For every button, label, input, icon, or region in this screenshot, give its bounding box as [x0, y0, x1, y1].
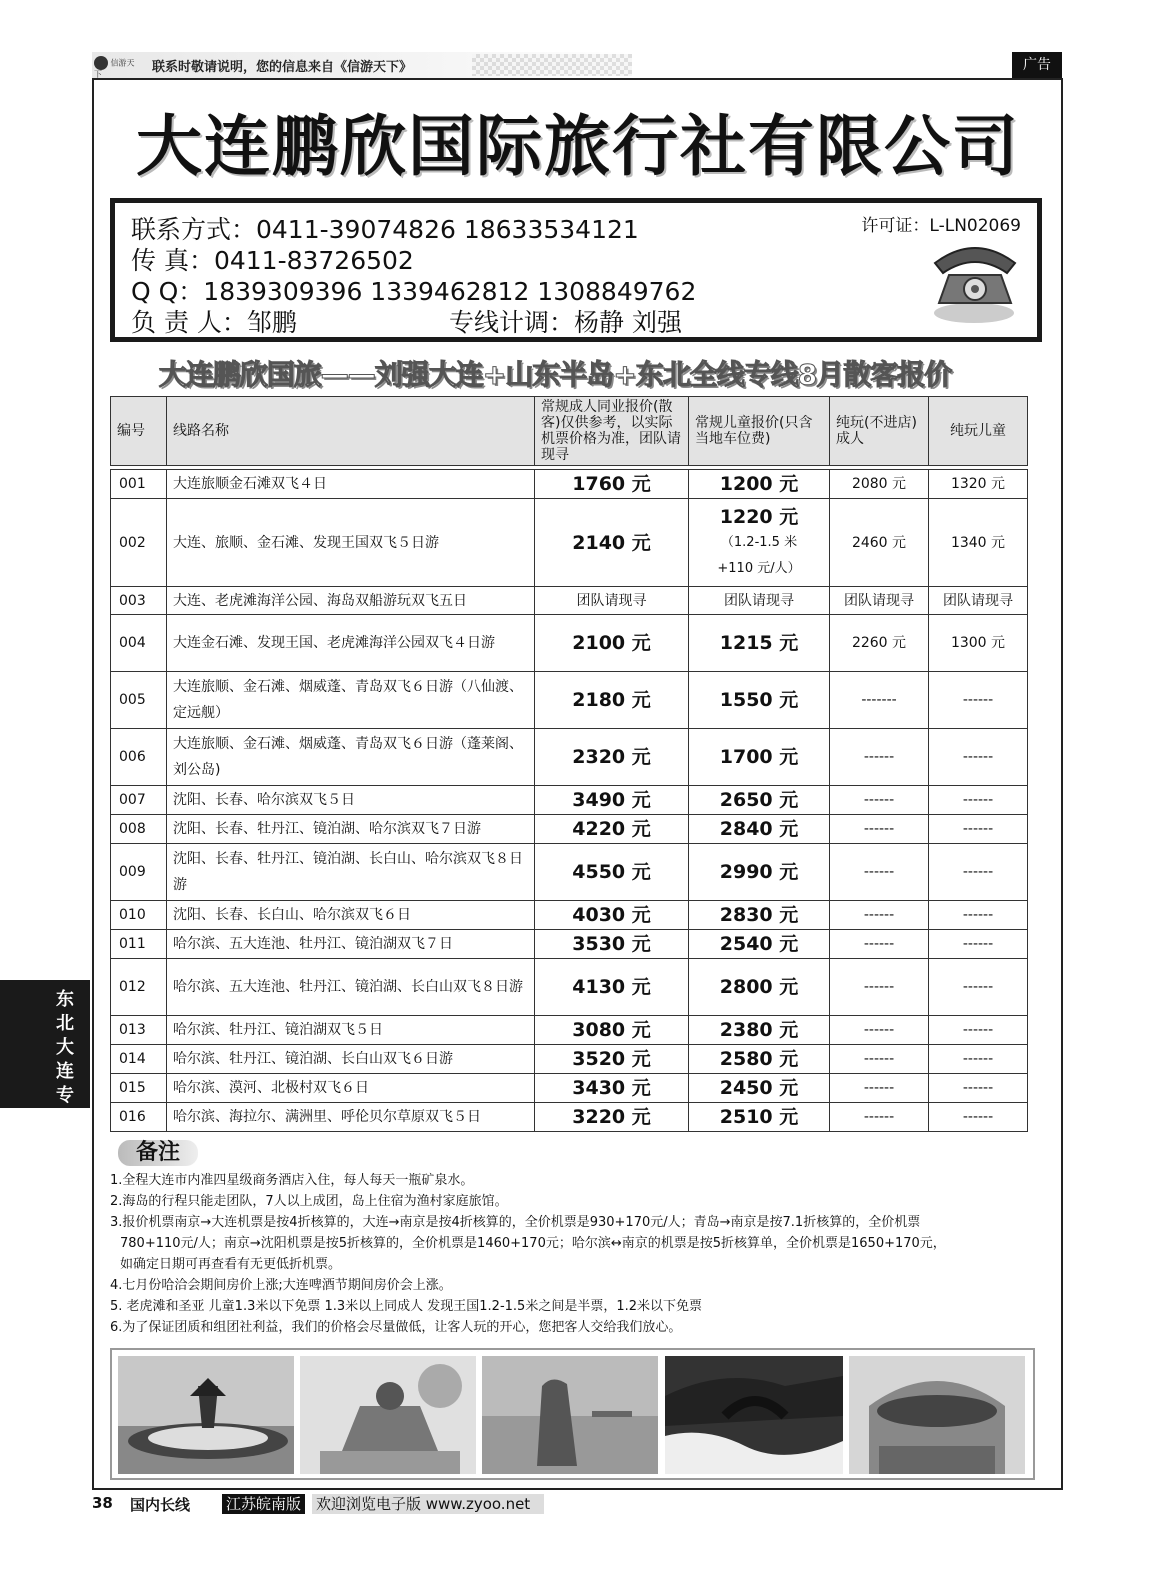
- section-side-tab: [0, 980, 90, 1130]
- row-pure-adult: ------: [830, 1103, 929, 1132]
- row-id: 006: [111, 729, 167, 786]
- row-id: 003: [111, 587, 167, 615]
- price-list-subtitle: 大连鹏欣国旅——刘强大连+山东半岛+东北全线专线8月散客报价: [158, 358, 952, 391]
- table-row: [111, 1103, 1028, 1132]
- row-pure-child: ------: [929, 1074, 1028, 1103]
- fax-line: 传 真：0411-83726502: [131, 246, 414, 275]
- row-adult-price: 1760 元: [535, 470, 689, 499]
- row-pure-child: ------: [929, 729, 1028, 786]
- row-pure-adult: ------: [830, 815, 929, 844]
- table-row: [111, 786, 1028, 815]
- row-adult-price: 3220 元: [535, 1103, 689, 1132]
- row-id: 010: [111, 901, 167, 930]
- ocean-park-photo: [849, 1356, 1025, 1474]
- header-route: 线路名称: [167, 397, 535, 466]
- row-child-price: 团队请现寻: [689, 587, 830, 615]
- header-pure-child: 纯玩儿童: [929, 397, 1028, 466]
- table-row: [111, 587, 1028, 615]
- license-number: 许可证：L-LN02069: [861, 216, 1021, 236]
- row-child-price: 2990 元: [689, 844, 830, 901]
- row-pure-adult: ------: [830, 844, 929, 901]
- row-id: 012: [111, 959, 167, 1016]
- person-line: 负 责 人：邹鹏: [131, 308, 297, 337]
- coastal-rock-photo: [482, 1356, 658, 1474]
- row-adult-price: 3520 元: [535, 1045, 689, 1074]
- row-id: 007: [111, 786, 167, 815]
- row-pure-adult: 2460 元: [830, 499, 929, 587]
- row-adult-price: 3490 元: [535, 786, 689, 815]
- row-child-note: （1.2-1.5 米: [720, 534, 798, 550]
- price-table: [110, 396, 1028, 1132]
- row-route: 哈尔滨、五大连池、牡丹江、镜泊湖、长白山双飞８日游: [167, 959, 535, 1016]
- table-row: [111, 499, 1028, 587]
- table-row: [111, 470, 1028, 499]
- row-child-price: 2510 元: [689, 1103, 830, 1132]
- row-id: 004: [111, 615, 167, 672]
- row-pure-adult: ------: [830, 959, 929, 1016]
- row-adult-price: 4550 元: [535, 844, 689, 901]
- edition-label: 江苏皖南版: [222, 1494, 305, 1514]
- row-adult-price: 团队请现寻: [535, 587, 689, 615]
- logo-icon: [94, 56, 108, 70]
- row-child-price: 2580 元: [689, 1045, 830, 1074]
- row-adult-price: 4130 元: [535, 959, 689, 1016]
- row-pure-adult: ------: [830, 901, 929, 930]
- row-child-price: 1220 元 （1.2-1.5 米 +110 元/人）: [689, 499, 830, 587]
- row-adult-price: 2140 元: [535, 499, 689, 587]
- row-id: 013: [111, 1016, 167, 1045]
- row-route: 大连旅顺金石滩双飞４日: [167, 470, 535, 499]
- company-name: 大连鹏欣国际旅行社有限公司: [136, 108, 1020, 185]
- row-child-price: 2800 元: [689, 959, 830, 1016]
- header-pure-adult: 纯玩(不进店)成人: [830, 397, 929, 466]
- notes-title: 备注: [118, 1140, 198, 1166]
- side-tab-text-1: 东北大连: [56, 989, 74, 1082]
- row-pure-adult: 团队请现寻: [830, 587, 929, 615]
- row-pure-adult: 2080 元: [830, 470, 929, 499]
- row-pure-child: ------: [929, 672, 1028, 729]
- row-pure-adult: ------: [830, 1045, 929, 1074]
- row-pure-child: ------: [929, 1103, 1028, 1132]
- row-pure-child: ------: [929, 1016, 1028, 1045]
- row-child-note: +110 元/人）: [717, 560, 801, 576]
- row-route: 沈阳、长春、牡丹江、镜泊湖、长白山、哈尔滨双飞８日游: [167, 844, 535, 901]
- row-adult-price: 3080 元: [535, 1016, 689, 1045]
- notes-list: [110, 1170, 1040, 1338]
- row-id: 016: [111, 1103, 167, 1132]
- row-route: 哈尔滨、漠河、北极村双飞６日: [167, 1074, 535, 1103]
- table-row: [111, 1074, 1028, 1103]
- logo-text: 信游天下: [94, 58, 135, 79]
- row-pure-child: 团队请现寻: [929, 587, 1028, 615]
- row-pure-adult: ------: [830, 1016, 929, 1045]
- row-route: 沈阳、长春、哈尔滨双飞５日: [167, 786, 535, 815]
- note-item: 3.报价机票南京→大连机票是按4折核算的，大连→南京是按4折核算的，全价机票是930+170元/人；青岛→南京是按7.1折核算的，全价机票: [110, 1215, 921, 1230]
- row-adult-price: 4030 元: [535, 901, 689, 930]
- note-item: 780+110元/人；南京→沈阳机票是按5折核算的，全价机票是1460+170元；哈尔滨↔南京的机票是按5折核算单，全价机票是1650+170元，: [120, 1236, 946, 1251]
- row-route: 沈阳、长春、牡丹江、镜泊湖、哈尔滨双飞７日游: [167, 815, 535, 844]
- row-child-price: 2840 元: [689, 815, 830, 844]
- ad-label: 广告: [1012, 52, 1062, 78]
- row-pure-child: 1340 元: [929, 499, 1028, 587]
- table-row: [111, 930, 1028, 959]
- row-adult-price: 2180 元: [535, 672, 689, 729]
- row-id: 009: [111, 844, 167, 901]
- row-pure-adult: 2260 元: [830, 615, 929, 672]
- note-item: 6.为了保证团质和组团社利益，我们的价格会尽量做低，让客人玩的开心，您把客人交给我们放心。: [110, 1320, 682, 1335]
- note-item: 1.全程大连市内准四星级商务酒店入住，每人每天一瓶矿泉水。: [110, 1173, 474, 1188]
- row-route: 哈尔滨、五大连池、牡丹江、镜泊湖双飞７日: [167, 930, 535, 959]
- row-route: 大连金石滩、发现王国、老虎滩海洋公园双飞４日游: [167, 615, 535, 672]
- row-pure-child: ------: [929, 815, 1028, 844]
- header-adult-price: 常规成人同业报价(散客)仅供参考，以实际机票价格为准，团队请现寻: [535, 397, 689, 466]
- row-child-price: 1550 元: [689, 672, 830, 729]
- row-route: 大连、老虎滩海洋公园、海岛双船游玩双飞五日: [167, 587, 535, 615]
- row-route: 大连旅顺、金石滩、烟威蓬、青岛双飞６日游（八仙渡、定远舰）: [167, 672, 535, 729]
- row-pure-adult: -------: [830, 672, 929, 729]
- publisher-logo: [94, 56, 136, 79]
- row-child-price: 1700 元: [689, 729, 830, 786]
- page-footer: [92, 1494, 592, 1516]
- table-row: [111, 615, 1028, 672]
- row-child-price: 2450 元: [689, 1074, 830, 1103]
- sea-arch-photo: [665, 1356, 843, 1474]
- row-id: 002: [111, 499, 167, 587]
- row-pure-child: ------: [929, 844, 1028, 901]
- table-row: [111, 815, 1028, 844]
- row-adult-price: 2100 元: [535, 615, 689, 672]
- row-route: 哈尔滨、海拉尔、满洲里、呼伦贝尔草原双飞５日: [167, 1103, 535, 1132]
- table-row: [111, 672, 1028, 729]
- contact-box: [110, 198, 1042, 342]
- festival-parade-photo: [300, 1356, 476, 1474]
- header-id: 编号: [111, 397, 167, 466]
- row-route: 大连、旅顺、金石滩、发现王国双飞５日游: [167, 499, 535, 587]
- table-row: [111, 729, 1028, 786]
- row-id: 014: [111, 1045, 167, 1074]
- row-route: 哈尔滨、牡丹江、镜泊湖、长白山双飞６日游: [167, 1045, 535, 1074]
- row-pure-child: ------: [929, 930, 1028, 959]
- row-id: 015: [111, 1074, 167, 1103]
- row-child-price: 1215 元: [689, 615, 830, 672]
- table-body: [111, 470, 1028, 1132]
- row-adult-price: 4220 元: [535, 815, 689, 844]
- table-row: [111, 1016, 1028, 1045]
- row-adult-price: 3530 元: [535, 930, 689, 959]
- table-row: [111, 844, 1028, 901]
- row-pure-adult: ------: [830, 786, 929, 815]
- header-bar: [92, 52, 1062, 78]
- header-child-price: 常规儿童报价(只含当地车位费): [689, 397, 830, 466]
- note-item: 4.七月份哈洽会期间房价上涨;大连啤酒节期间房价会上涨。: [110, 1278, 452, 1293]
- table-row: [111, 959, 1028, 1016]
- row-child-price: 2540 元: [689, 930, 830, 959]
- row-child-price: 2650 元: [689, 786, 830, 815]
- row-route: 沈阳、长春、长白山、哈尔滨双飞６日: [167, 901, 535, 930]
- row-adult-price: 3430 元: [535, 1074, 689, 1103]
- row-child-price: 2380 元: [689, 1016, 830, 1045]
- table-row: [111, 1045, 1028, 1074]
- website-link[interactable]: 欢迎浏览电子版 www.zyoo.net: [312, 1494, 544, 1514]
- row-child-price: 1200 元: [689, 470, 830, 499]
- row-pure-adult: ------: [830, 729, 929, 786]
- row-adult-price: 2320 元: [535, 729, 689, 786]
- planner-line: 专线计调：杨静 刘强: [449, 308, 682, 337]
- header-bar-pattern: [472, 54, 632, 76]
- row-pure-child: ------: [929, 786, 1028, 815]
- row-route: 大连旅顺、金石滩、烟威蓬、青岛双飞６日游（蓬莱阁、刘公岛): [167, 729, 535, 786]
- section-name: 国内长线: [130, 1496, 191, 1514]
- island-pagoda-photo: [118, 1356, 294, 1474]
- side-tab-text-2: 专线: [56, 1085, 74, 1130]
- row-pure-adult: ------: [830, 1074, 929, 1103]
- page-number: 38: [92, 1494, 113, 1512]
- photo-strip: [110, 1348, 1035, 1480]
- row-pure-child: ------: [929, 901, 1028, 930]
- table-row: [111, 901, 1028, 930]
- row-id: 001: [111, 470, 167, 499]
- row-pure-child: ------: [929, 1045, 1028, 1074]
- note-item: 2.海岛的行程只能走团队，7人以上成团，岛上住宿为渔村家庭旅馆。: [110, 1194, 508, 1209]
- phone-line: 联系方式：0411-39074826 18633534121: [131, 215, 639, 244]
- row-pure-adult: ------: [830, 930, 929, 959]
- row-id: 008: [111, 815, 167, 844]
- telephone-icon: [929, 233, 1019, 328]
- row-id: 005: [111, 672, 167, 729]
- row-id: 011: [111, 930, 167, 959]
- row-child-price: 2830 元: [689, 901, 830, 930]
- table-header-row: [111, 397, 1028, 466]
- source-notice: 联系时敬请说明，您的信息来自《信游天下》: [152, 60, 413, 75]
- note-item: 5. 老虎滩和圣亚 儿童1.3米以下免票 1.3米以上同成人 发现王国1.2-1.5米之间是半票，1.2米以下免票: [110, 1299, 702, 1314]
- qq-line: Q Q：1839309396 1339462812 1308849762: [131, 277, 697, 306]
- row-pure-child: ------: [929, 959, 1028, 1016]
- note-item: 如确定日期可再查看有无更低折机票。: [120, 1257, 342, 1272]
- row-pure-child: 1300 元: [929, 615, 1028, 672]
- row-pure-child: 1320 元: [929, 470, 1028, 499]
- row-route: 哈尔滨、牡丹江、镜泊湖双飞５日: [167, 1016, 535, 1045]
